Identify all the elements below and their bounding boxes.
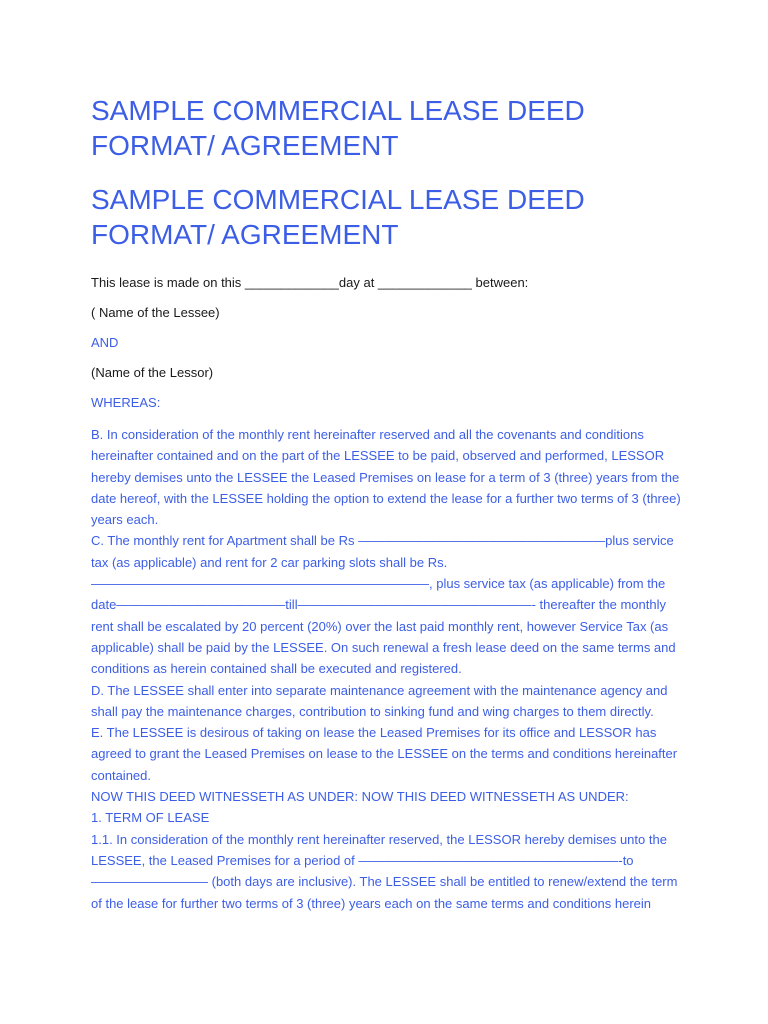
document-title-repeat: SAMPLE COMMERCIAL LEASE DEED FORMAT/ AGREEMENT bbox=[91, 184, 585, 250]
intro-section bbox=[91, 274, 681, 411]
document-title: SAMPLE COMMERCIAL LEASE DEED FORMAT/ AGREEMENT bbox=[91, 95, 585, 161]
clause-d: D. The LESSEE shall enter into separate maintenance agreement with the maintenance agency and shall pay the maintenance charges, contribution to sinking fund and wing charges to them directly. bbox=[91, 682, 668, 719]
document-page bbox=[91, 93, 681, 914]
clause-1-1: 1.1. In consideration of the monthly rent hereinafter reserved, the LESSOR hereby demises unto the LESSEE, the Leased Premises for a period of ————————————————————-to————————— (both days are inclusive). The LESSEE shall be entitled to renew/extend the term of the lease for further two terms of 3 (three) years each on the same terms and conditions herein bbox=[91, 831, 678, 911]
clause-b: B. In consideration of the monthly rent hereinafter reserved and all the covenants and conditions hereinafter contained and on the part of the LESSEE to be paid, observed and performed, LESSOR hereby demises unto the LESSEE the Leased Premises on lease for a term of 3 (three) years from the date hereof, with the LESSEE holding the option to extend the lease for a further two terms of 3 (three) years each. bbox=[91, 427, 681, 528]
clause-c: C. The monthly rent for Apartment shall be Rs ———————————————————plus service tax (as applicable) and rent for 2 car parking slots shall be Rs.——————————————————————————, plus service tax (as applicable) from the date—————————————till——————————————————- thereafter the monthly rent shall be escalated by 20 percent (20%) over the last paid monthly rent, however Service Tax (as applicable) shall be paid by the LESSEE. On such renewal a fresh lease deed on the same terms and conditions as herein contained shall be executed and registered. bbox=[91, 533, 676, 677]
witnesseth-heading: NOW THIS DEED WITNESSETH AS UNDER: NOW THIS DEED WITNESSETH AS UNDER: bbox=[91, 789, 629, 805]
term-of-lease-heading: 1. TERM OF LEASE bbox=[91, 810, 210, 826]
whereas-heading: WHEREAS: bbox=[91, 395, 161, 410]
and-separator: AND bbox=[91, 335, 119, 350]
lessee-name-placeholder: ( Name of the Lessee) bbox=[91, 305, 220, 320]
clauses-section bbox=[91, 424, 681, 914]
clause-e: E. The LESSEE is desirous of taking on lease the Leased Premises for its office and LESSOR has agreed to grant the Leased Premises on lease to the LESSEE on the terms and conditions hereinafter contained. bbox=[91, 725, 678, 783]
lessor-name-placeholder: (Name of the Lessor) bbox=[91, 365, 214, 380]
lease-date-line: This lease is made on this _____________day at _____________ between: bbox=[91, 275, 529, 290]
